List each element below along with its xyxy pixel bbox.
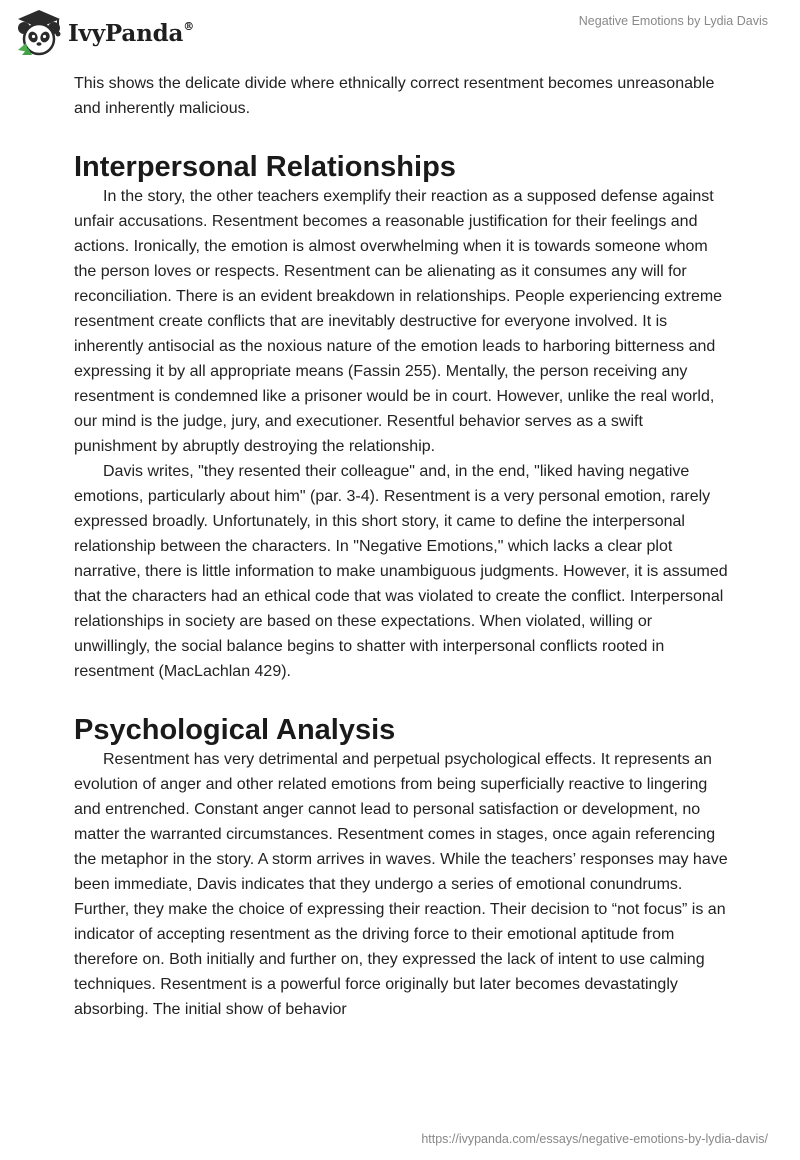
section-heading-interpersonal: Interpersonal Relationships [74,151,456,183]
ivypanda-logo[interactable] [14,8,194,58]
essay-content [74,71,729,1022]
panda-mascot-icon [14,8,64,58]
source-url[interactable]: https://ivypanda.com/essays/negative-emotions-by-lydia-davis/ [421,1132,768,1146]
paragraph: Resentment has very detrimental and perpetual psychological effects. It represents an evolution of anger and other related emotions from being superficially reactive to lingering and entrenched. Constant anger cannot lead to personal satisfaction or development, no matter the warranted circumstances. Resentment comes in stages, once again referencing the metaphor in the story. A storm arrives in waves. While the teachers’ responses may have been immediate, Davis indicates that they undergo a series of emotional conundrums. Further, they make the choice of expressing their reaction. Their decision to “not focus” is an indicator of accepting resentment as the driving force to their emotional aptitude from therefore on. Both initially and further on, they expressed the lack of intent to use calming techniques. Resentment is a powerful force originally but later becomes devastatingly absorbing. The initial show of behavior [74,751,728,1018]
page-header [0,0,800,64]
section-heading-psychological: Psychological Analysis [74,714,396,746]
paragraph: Davis writes, "they resented their colleague" and, in the end, "liked having negative emotions, particularly about him" (par. 3-4). Resentment is a very personal emotion, rarely expressed broadly. Unfortunately, in this short story, it came to define the interpersonal relationship between the characters. In "Negative Emotions," which lacks a clear plot narrative, there is little information to make unambiguous judgments. However, it is assumed that the characters had an ethical code that was violated to create the conflict. Interpersonal relationships in society are based on these expectations. When violated, willing or unwillingly, the social balance begins to shatter with interpersonal conflicts rooted in resentment (MacLachlan 429). [74,463,728,680]
brand-name: IvyPanda® [68,19,194,47]
paragraph: In the story, the other teachers exemplify their reaction as a supposed defense against unfair accusations. Resentment becomes a reasonable justification for their feelings and actions. Ironically, the emotion is almost overwhelming when it is towards someone whom the person loves or respects. Resentment can be alienating as it consumes any will for reconciliation. There is an evident breakdown in relationships. People experiencing extreme resentment create conflicts that are inevitably destructive for everyone involved. It is inherently antisocial as the noxious nature of the emotion leads to harboring bitterness and expressing it by all appropriate means (Fassin 255). Mentally, the person receiving any resentment is condemned like a prisoner would be in court. However, unlike the real world, our mind is the judge, jury, and executioner. Resentful behavior serves as a swift punishment by abruptly destroying the relationship. [74,188,723,455]
intro-paragraph: This shows the delicate divide where ethnically correct resentment becomes unreasonable and inherently malicious. [74,75,715,117]
document-title: Negative Emotions by Lydia Davis [578,14,768,28]
